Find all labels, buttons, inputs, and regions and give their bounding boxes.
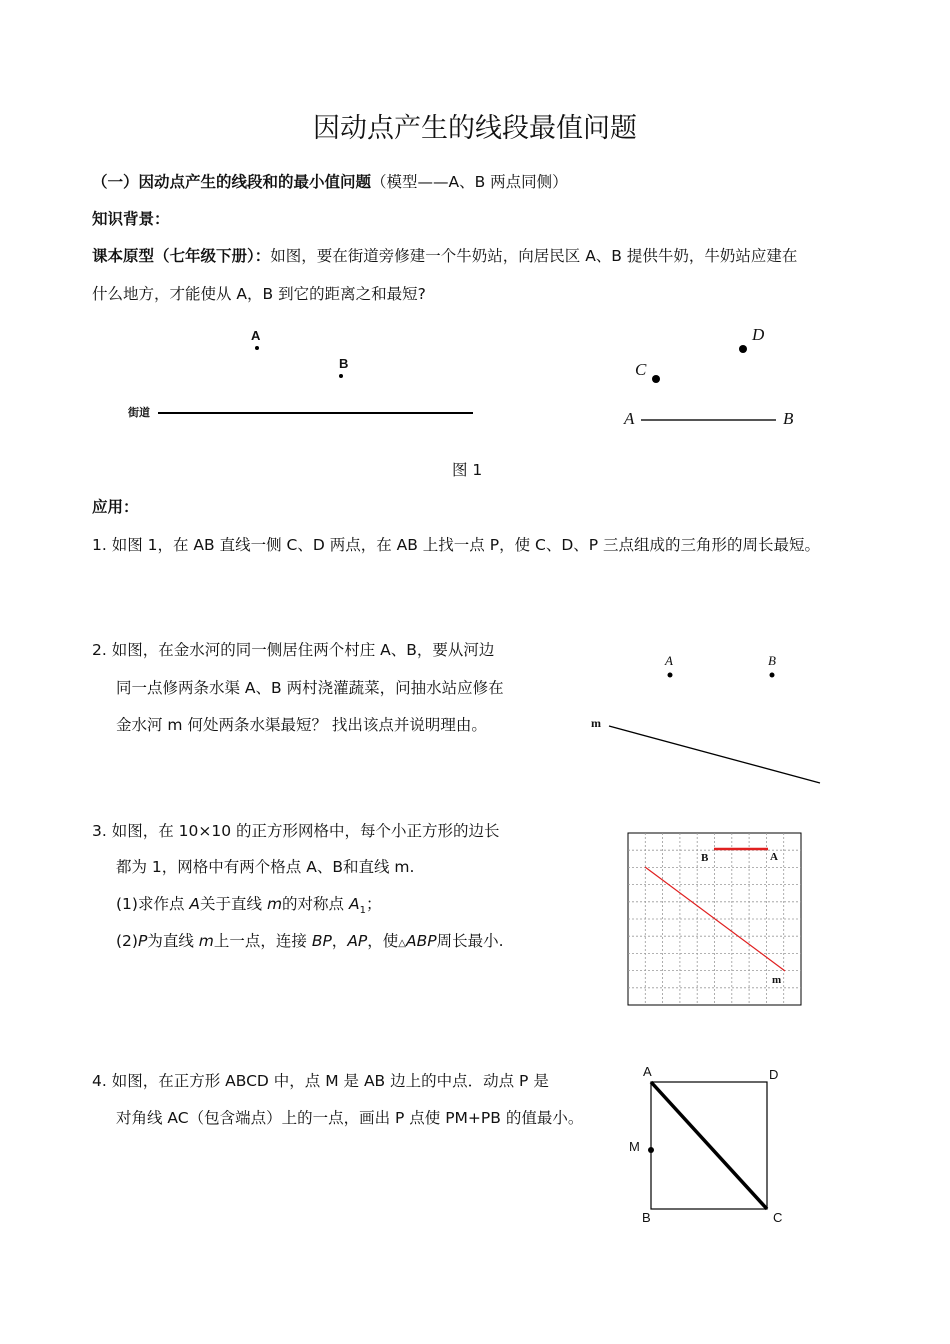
q3-l3-a: A: [189, 895, 200, 913]
textbook-label: 课本原型（七年级下册）：: [92, 247, 271, 265]
section-heading-model: （模型——A、B 两点同侧）: [371, 173, 568, 191]
q3-grid-label-b: B: [701, 852, 709, 864]
q3-l4-mid: 为直线: [147, 932, 199, 950]
q3-l4-abp: ABP: [405, 932, 437, 950]
q3-l3-m: m: [266, 895, 283, 913]
fig-cd-label-d: D: [752, 325, 765, 344]
q3-l4-mid2: 上一点，连接: [213, 932, 312, 950]
q4-label-c: C: [773, 1210, 783, 1225]
q3-grid-label-a: A: [770, 851, 778, 863]
q3-l3-end: ；: [365, 895, 382, 913]
question-2-line-1: 2. 如图，在金水河的同一侧居住两个村庄 A、B，要从河边: [92, 641, 495, 659]
q3-l3-pre: (1)求作点: [116, 895, 190, 913]
fig-cd-label-a: A: [624, 409, 635, 428]
q4-label-m: M: [629, 1139, 640, 1154]
fig-cd-label-b: B: [783, 409, 794, 428]
q3-l3-sub: 1: [359, 905, 366, 917]
q4-label-b: B: [642, 1210, 651, 1225]
q3-l4-comma: ，: [331, 932, 348, 950]
question-2-line-2: 同一点修两条水渠 A、B 两村浇灌蔬菜，问抽水站应修在: [116, 679, 504, 697]
section-heading-bold: （一）因动点产生的线段和的最小值问题: [92, 173, 372, 191]
fig1-label-a: A: [251, 328, 261, 343]
q4-label-a: A: [643, 1064, 652, 1079]
fig1-street-label: 街道: [128, 407, 150, 419]
knowledge-label: 知识背景：: [92, 210, 170, 228]
question-3-line-2: 都为 1，网格中有两个格点 A、B和直线 m.: [116, 858, 415, 876]
question-4-line-1: 4. 如图，在正方形 ABCD 中，点 M 是 AB 边上的中点．动点 P 是: [92, 1072, 549, 1090]
q3-grid-label-m: m: [772, 974, 782, 986]
q2-label-b: B: [768, 653, 776, 668]
q3-l4-end: 周长最小.: [436, 932, 504, 950]
q3-l4-pre: (2): [116, 932, 138, 950]
fig1-label-b: B: [339, 356, 349, 371]
page-title: 因动点产生的线段最值问题: [313, 113, 637, 144]
question-3-line-1: 3. 如图，在 10×10 的正方形网格中，每个小正方形的边长: [92, 822, 500, 840]
application-label: 应用：: [92, 498, 139, 516]
fig1-caption: 图 1: [452, 461, 483, 479]
q3-l4-m: m: [198, 932, 214, 950]
question-4-line-2: 对角线 AC（包含端点）上的一点，画出 P 点使 PM+PB 的值最小。: [116, 1109, 584, 1127]
textbook-line-2: 什么地方，才能使从 A，B 到它的距离之和最短?: [92, 285, 426, 303]
textbook-text-1: 如图，要在街道旁修建一个牛奶站，向居民区 A、B 提供牛奶，牛奶站应建在: [270, 247, 798, 265]
q2-label-m: m: [591, 716, 601, 730]
fig-cd-label-c: C: [635, 360, 647, 379]
q3-l4-p: P: [137, 932, 148, 950]
q4-point-m: [648, 1147, 654, 1153]
q4-label-d: D: [769, 1067, 779, 1082]
q3-l4-mid3: ，使: [367, 932, 399, 950]
q3-l3-mid: 关于直线: [200, 895, 267, 913]
q3-l4-ap: AP: [347, 932, 368, 950]
question-2-line-3: 金水河 m 何处两条水渠最短？ 找出该点并说明理由。: [116, 716, 487, 734]
q3-l3-a1: A: [348, 895, 360, 913]
q2-label-a: A: [665, 653, 673, 668]
q4-diagonal-ac: [651, 1082, 767, 1209]
q3-l4-triangle: △: [398, 938, 406, 949]
q3-l3-post: 的对称点: [282, 895, 349, 913]
q3-l4-bp: BP: [311, 932, 332, 950]
question-1: 1. 如图 1，在 AB 直线一侧 C、D 两点，在 AB 上找一点 P，使 C、D、P 三点组成的三角形的周长最短。: [92, 536, 821, 554]
